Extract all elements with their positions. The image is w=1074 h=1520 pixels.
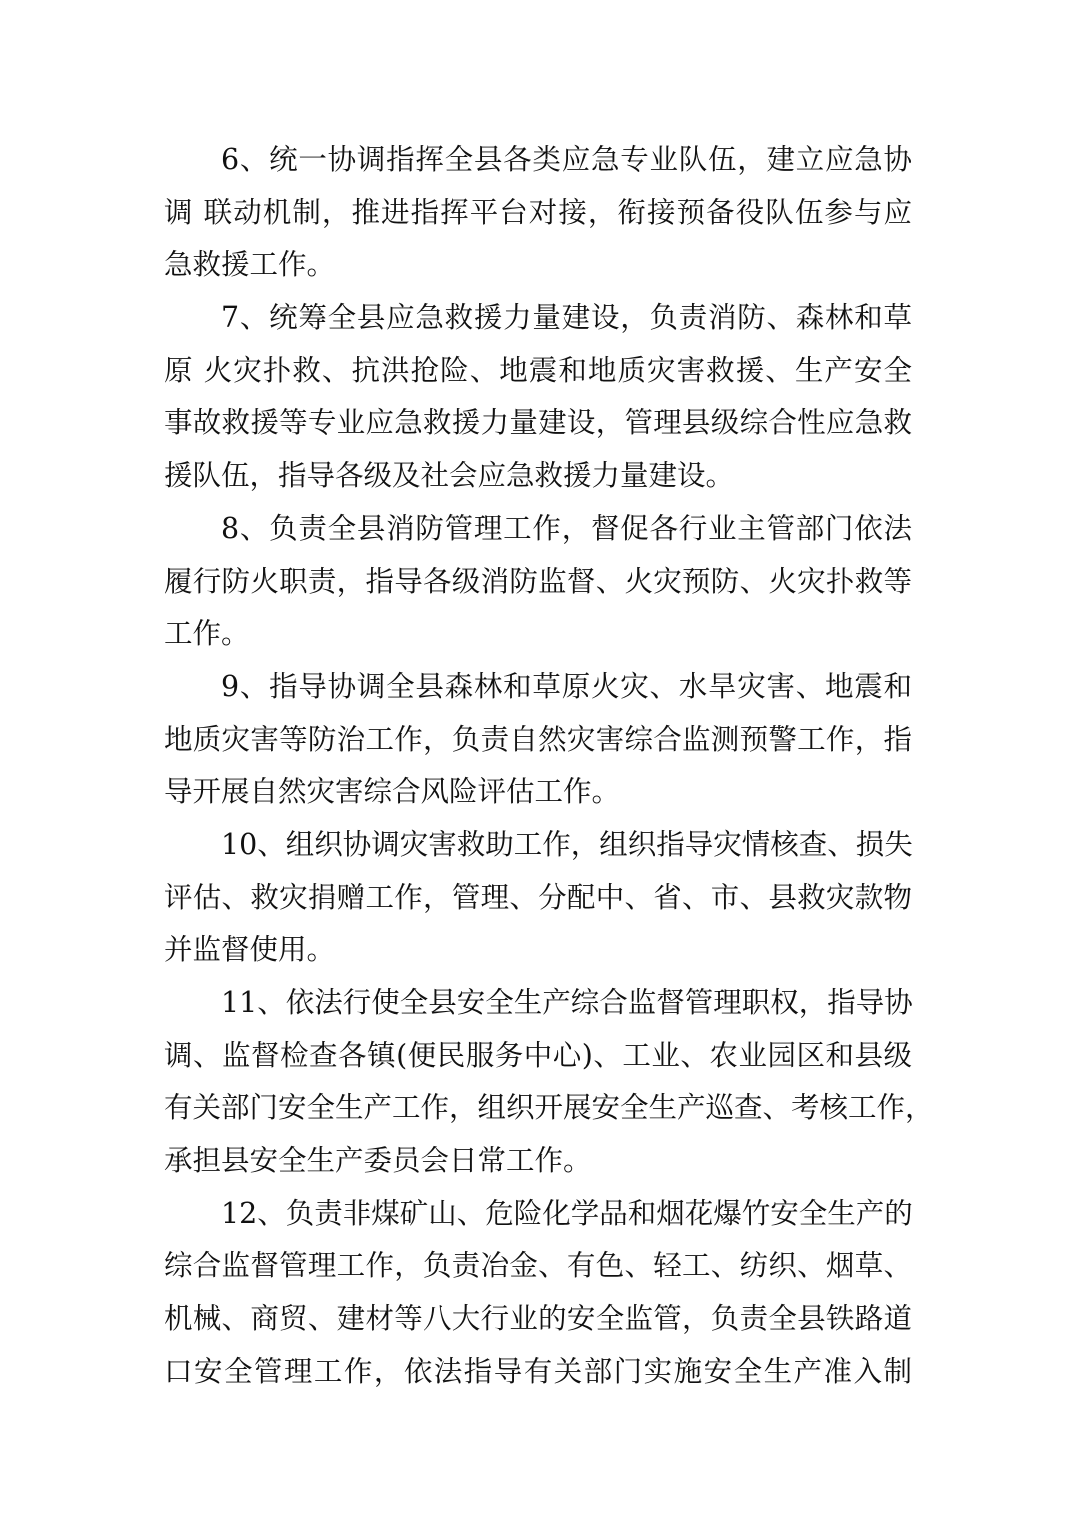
paragraph-item-11: [164, 977, 934, 1188]
paragraph-line: 援队伍，指导各级及社会应急救援力量建设。: [164, 459, 735, 493]
paragraph-line: 口安全管理工作，依法指导有关部门实施安全生产准入制: [164, 1354, 912, 1388]
paragraph-line: 7、统筹全县应急救援力量建设，负责消防、森林和草: [221, 301, 912, 335]
paragraph-line: 履行防火职责，指导各级消防监督、火灾预防、火灾扑救等: [164, 564, 912, 598]
paragraph-line: 工作。: [164, 617, 250, 651]
paragraph-line: 机械、商贸、建材等八大行业的安全监管，负责全县铁路道: [164, 1302, 912, 1336]
paragraph-line: 6、统一协调指挥全县各类应急专业队伍，建立应急协: [221, 143, 912, 176]
paragraph-line: 有关部门安全生产工作，组织开展安全生产巡查、考核工作，: [164, 1091, 934, 1125]
paragraph-line: 原 火灾扑救、抗洪抢险、地震和地质灾害救援、生产安全: [164, 353, 912, 387]
paragraph-item-6: [164, 134, 912, 292]
paragraph-line: 8、负责全县消防管理工作，督促各行业主管部门依法: [221, 511, 912, 545]
paragraph-item-8: [164, 503, 912, 661]
paragraph-item-12: [164, 1188, 912, 1399]
document-body: [164, 134, 934, 1399]
paragraph-line: 地质灾害等防治工作，负责自然灾害综合监测预警工作，指: [164, 722, 912, 756]
paragraph-line: 10、组织协调灾害救助工作，组织指导灾情核查、损失: [221, 827, 913, 861]
paragraph-line: 12、负责非煤矿山、危险化学品和烟花爆竹安全生产的: [221, 1196, 913, 1230]
paragraph-line: 评估、救灾捐赠工作，管理、分配中、省、市、县救灾款物: [164, 880, 912, 914]
paragraph-item-9: [164, 661, 912, 819]
paragraph-item-7: [164, 292, 912, 503]
paragraph-line: 11、依法行使全县安全生产综合监督管理职权，指导协: [221, 986, 913, 1019]
paragraph-line: 调、监督检查各镇(便民服务中心)、工业、农业园区和县级: [164, 1038, 912, 1072]
paragraph-line: 急救援工作。: [164, 248, 336, 282]
paragraph-line: 事故救援等专业应急救援力量建设，管理县级综合性应急救: [164, 406, 912, 440]
paragraph-line: 导开展自然灾害综合风险评估工作。: [164, 775, 621, 809]
paragraph-item-10: [164, 819, 912, 977]
paragraph-line: 并监督使用。: [164, 933, 336, 967]
paragraph-line: 调 联动机制，推进指挥平台对接，衔接预备役队伍参与应: [164, 195, 912, 229]
paragraph-line: 承担县安全生产委员会日常工作。: [164, 1144, 592, 1178]
paragraph-line: 综合监督管理工作，负责冶金、有色、轻工、纺织、烟草、: [164, 1249, 912, 1283]
paragraph-line: 9、指导协调全县森林和草原火灾、水旱灾害、地震和: [221, 669, 912, 703]
